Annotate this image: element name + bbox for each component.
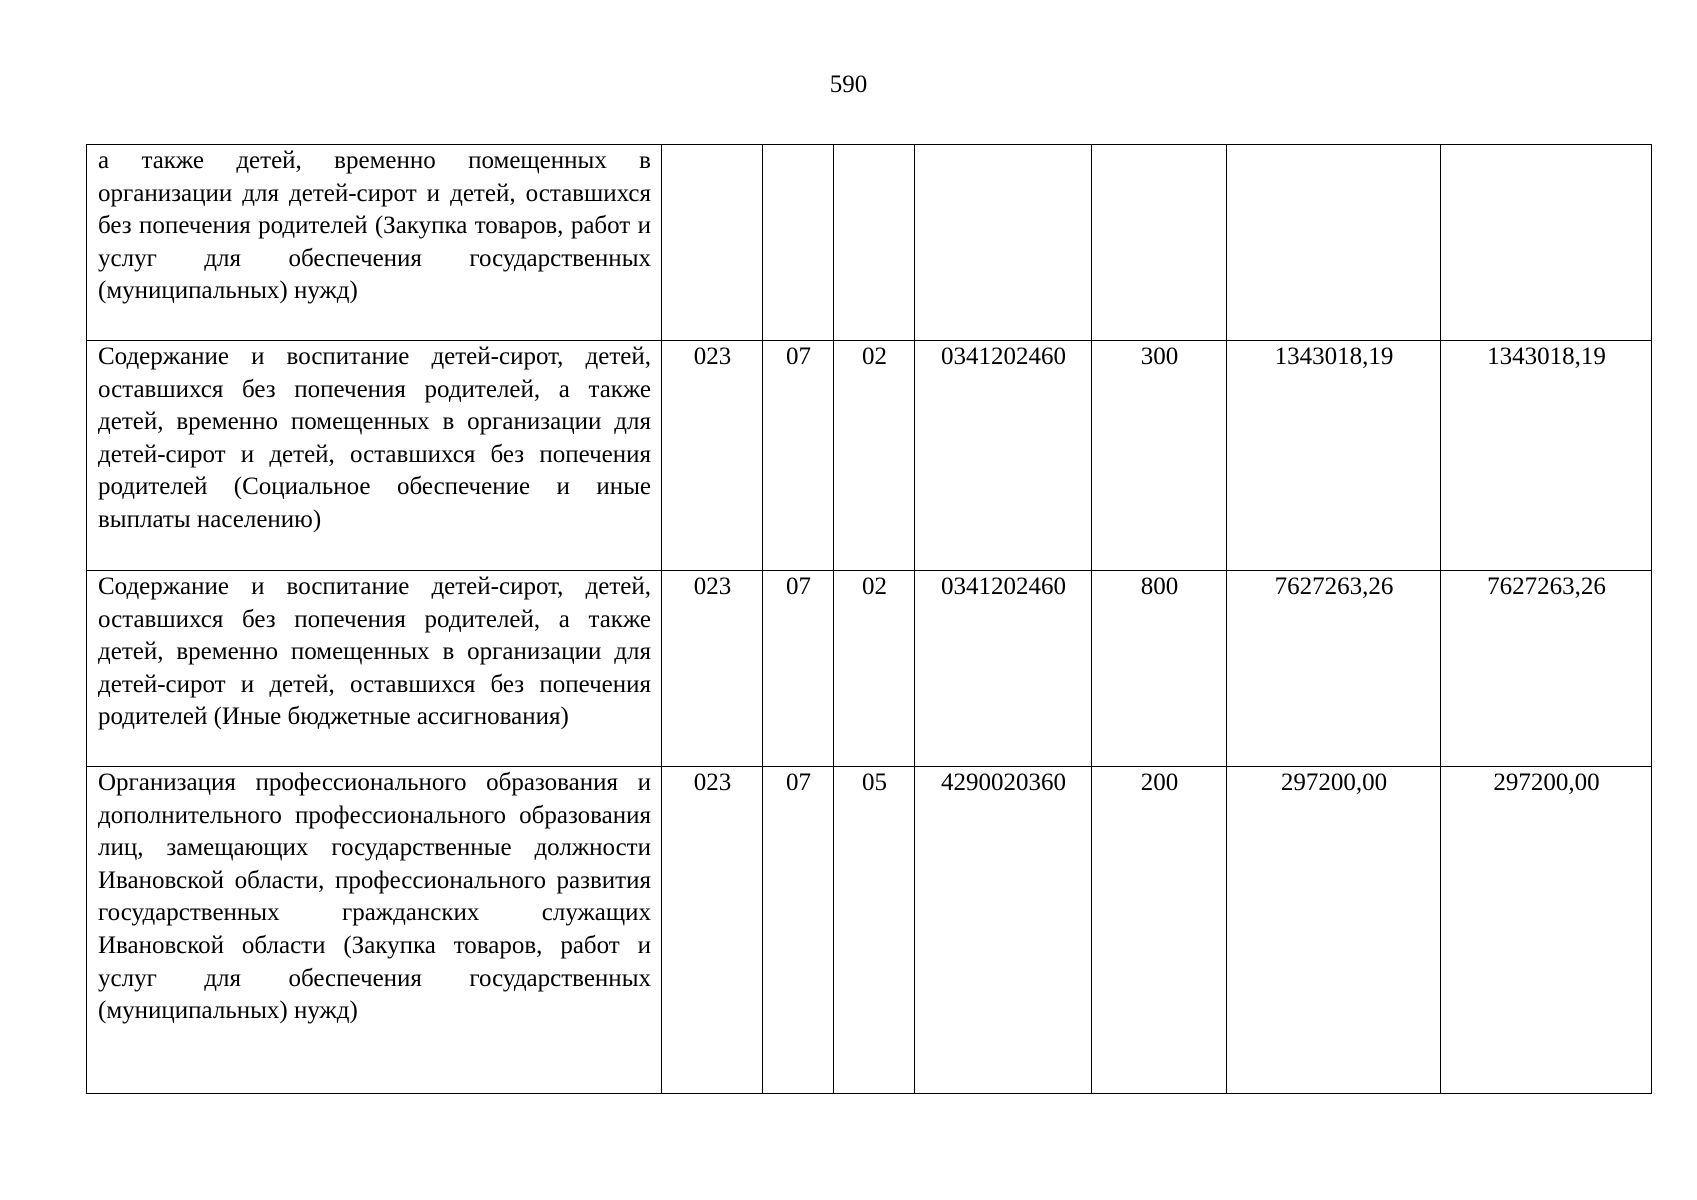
admin-code-cell: 023 bbox=[662, 571, 763, 767]
subsection-cell: 02 bbox=[834, 571, 915, 767]
row-description: а также детей, временно помещенных в организации для детей-сирот и детей, оставшихся без попечения родителей (Закупка товаров, работ и услуг для обеспечения государственных (муниципальных) нужд) bbox=[87, 145, 662, 341]
admin-code-cell: 023 bbox=[662, 341, 763, 571]
admin-code-cell bbox=[662, 145, 763, 341]
amount-1-cell: 1343018,19 bbox=[1227, 341, 1441, 571]
amount-2-cell bbox=[1441, 145, 1652, 341]
amount-1-cell: 297200,00 bbox=[1227, 767, 1441, 1094]
subsection-cell bbox=[834, 145, 915, 341]
section-cell: 07 bbox=[763, 571, 834, 767]
amount-1-cell bbox=[1227, 145, 1441, 341]
admin-code-cell: 023 bbox=[662, 767, 763, 1094]
table-row bbox=[87, 571, 1652, 767]
amount-2-cell: 297200,00 bbox=[1441, 767, 1652, 1094]
amount-2-cell: 7627263,26 bbox=[1441, 571, 1652, 767]
subsection-cell: 02 bbox=[834, 341, 915, 571]
amount-2-cell: 1343018,19 bbox=[1441, 341, 1652, 571]
target-article-cell: 0341202460 bbox=[915, 341, 1092, 571]
section-cell bbox=[763, 145, 834, 341]
amount-1-cell: 7627263,26 bbox=[1227, 571, 1441, 767]
row-description: Содержание и воспитание детей-сирот, детей, оставшихся без попечения родителей, а также детей, временно помещенных в организации для детей-сирот и детей, оставшихся без попечения родителей (Иные бюджетные ассигнования) bbox=[87, 571, 662, 767]
target-article-cell: 0341202460 bbox=[915, 571, 1092, 767]
expense-type-cell: 200 bbox=[1092, 767, 1227, 1094]
budget-table bbox=[86, 144, 1652, 1094]
target-article-cell: 4290020360 bbox=[915, 767, 1092, 1094]
row-description: Содержание и воспитание детей-сирот, детей, оставшихся без попечения родителей, а также детей, временно помещенных в организации для детей-сирот и детей, оставшихся без попечения родителей (Социальное обеспечение и иные выплаты населению) bbox=[87, 341, 662, 571]
expense-type-cell bbox=[1092, 145, 1227, 341]
subsection-cell: 05 bbox=[834, 767, 915, 1094]
table-row bbox=[87, 767, 1652, 1094]
row-description: Организация профессионального образования и дополнительного профессионального образования лиц, замещающих государственные должности Ивановской области, профессионального развития государственных гражданских служащих Ивановской области (Закупка товаров, работ и услуг для обеспечения государственных (муниципальных) нужд) bbox=[87, 767, 662, 1094]
expense-type-cell: 300 bbox=[1092, 341, 1227, 571]
table-row bbox=[87, 145, 1652, 341]
table-row bbox=[87, 341, 1652, 571]
page-number: 590 bbox=[829, 71, 868, 98]
section-cell: 07 bbox=[763, 767, 834, 1094]
target-article-cell bbox=[915, 145, 1092, 341]
section-cell: 07 bbox=[763, 341, 834, 571]
expense-type-cell: 800 bbox=[1092, 571, 1227, 767]
